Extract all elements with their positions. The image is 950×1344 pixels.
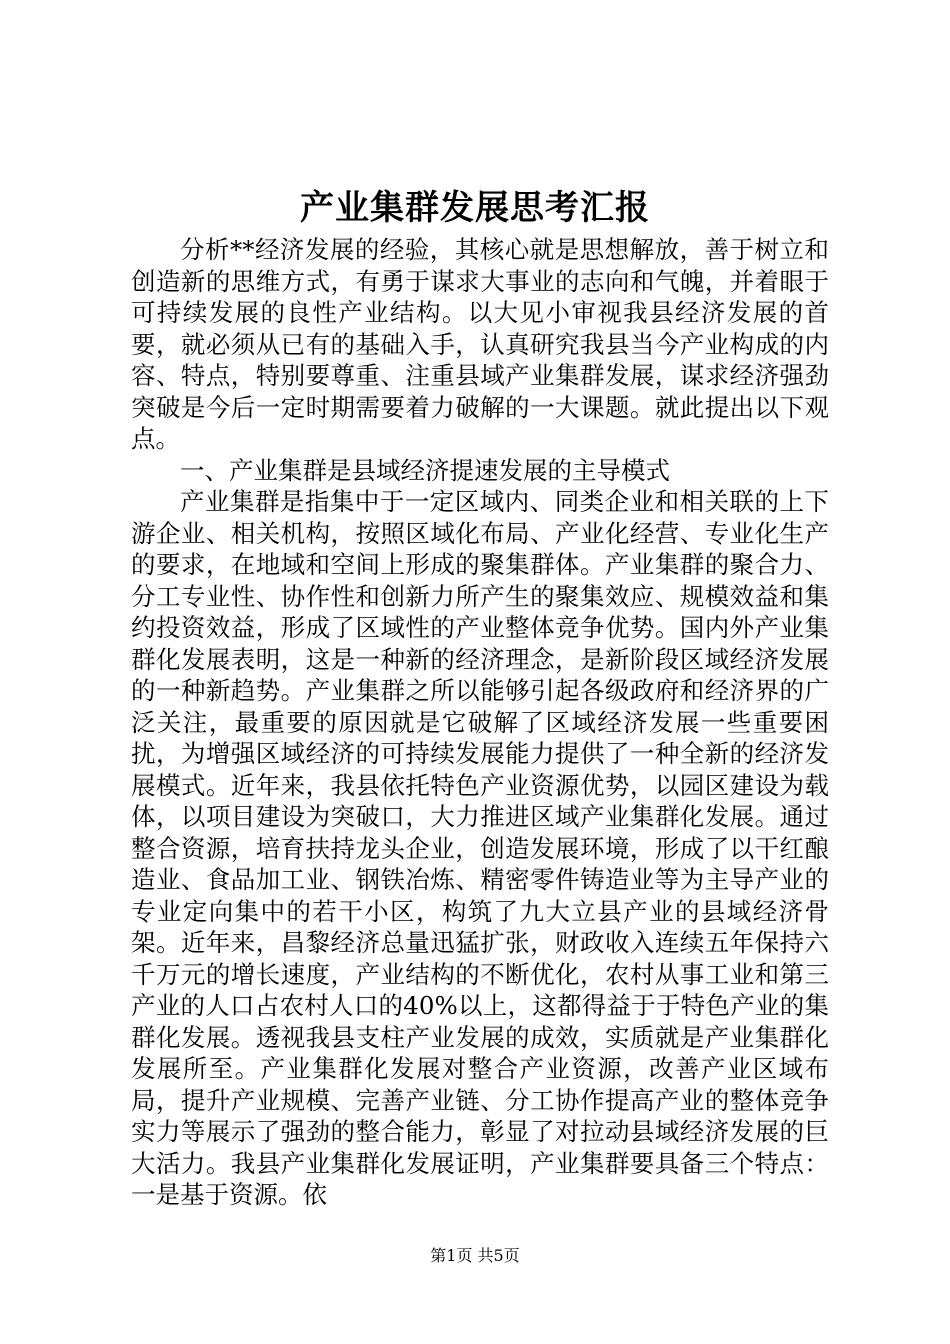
page-footer: 第1页 共5页: [430, 1246, 520, 1265]
document-title: 产业集群发展思考汇报: [300, 188, 650, 228]
body-paragraph: 产业集群是指集中于一定区域内、同类企业和相关联的上下游企业、相关机构，按照区域化布局、产业化经营、专业化生产的要求，在地域和空间上形成的聚集群体。产业集群的聚合力、分工专业性、协作性和创新力所产生的聚集效应、规模效益和集约投资效益，形成了区域性的产业整体竞争优势。国内外产业集群化发展表明，这是一种新的经济理念，是新阶段区域经济发展的一种新趋势。产业集群之所以能够引起各级政府和经济界的广泛关注，最重要的原因就是它破解了区域经济发展一些重要困扰，为增强区域经济的可持续发展能力提供了一种全新的经济发展模式。近年来，我县依托特色产业资源优势，以园区建设为载体，以项目建设为突破口，大力推进区域产业集群化发展。通过整合资源，培育扶持龙头企业，创造发展环境，形成了以干红酿造业、食品加工业、钢铁冶炼、精密零件铸造业等为主导产业的专业定向集中的若干小区，构筑了九大立县产业的县域经济骨架。近年来，昌黎经济总量迅猛扩张，财政收入连续五年保持六千万元的增长速度，产业结构的不断优化，农村从事工业和第三产业的人口占农村人口的40%以上，这都得益于于特色产业的集群化发展。透视我县支柱产业发展的成效，实质就是产业集群化发展所至。产业集群化发展对整合产业资源，改善产业区域布局，提升产业规模、完善产业链、分工协作提高产业的整体竞争实力等展示了强劲的整合能力，彰显了对拉动县域经济发展的巨大活力。我县产业集群化发展证明，产业集群要具备三个特点：一是基于资源。依: [131, 487, 829, 1209]
document-body: [131, 234, 829, 1211]
section-heading: 一、产业集群是县域经济提速发展的主导模式: [180, 455, 670, 485]
intro-paragraph: 分析**经济发展的经验，其核心就是思想解放，善于树立和创造新的思维方式，有勇于谋求大事业的志向和气魄，并着眼于可持续发展的良性产业结构。以大见小审视我县经济发展的首要，就必须从已有的基础入手，认真研究我县当今产业构成的内容、特点，特别要尊重、注重县域产业集群发展，谋求经济强劲突破是今后一定时期需要着力破解的一大课题。就此提出以下观点。: [131, 235, 829, 453]
